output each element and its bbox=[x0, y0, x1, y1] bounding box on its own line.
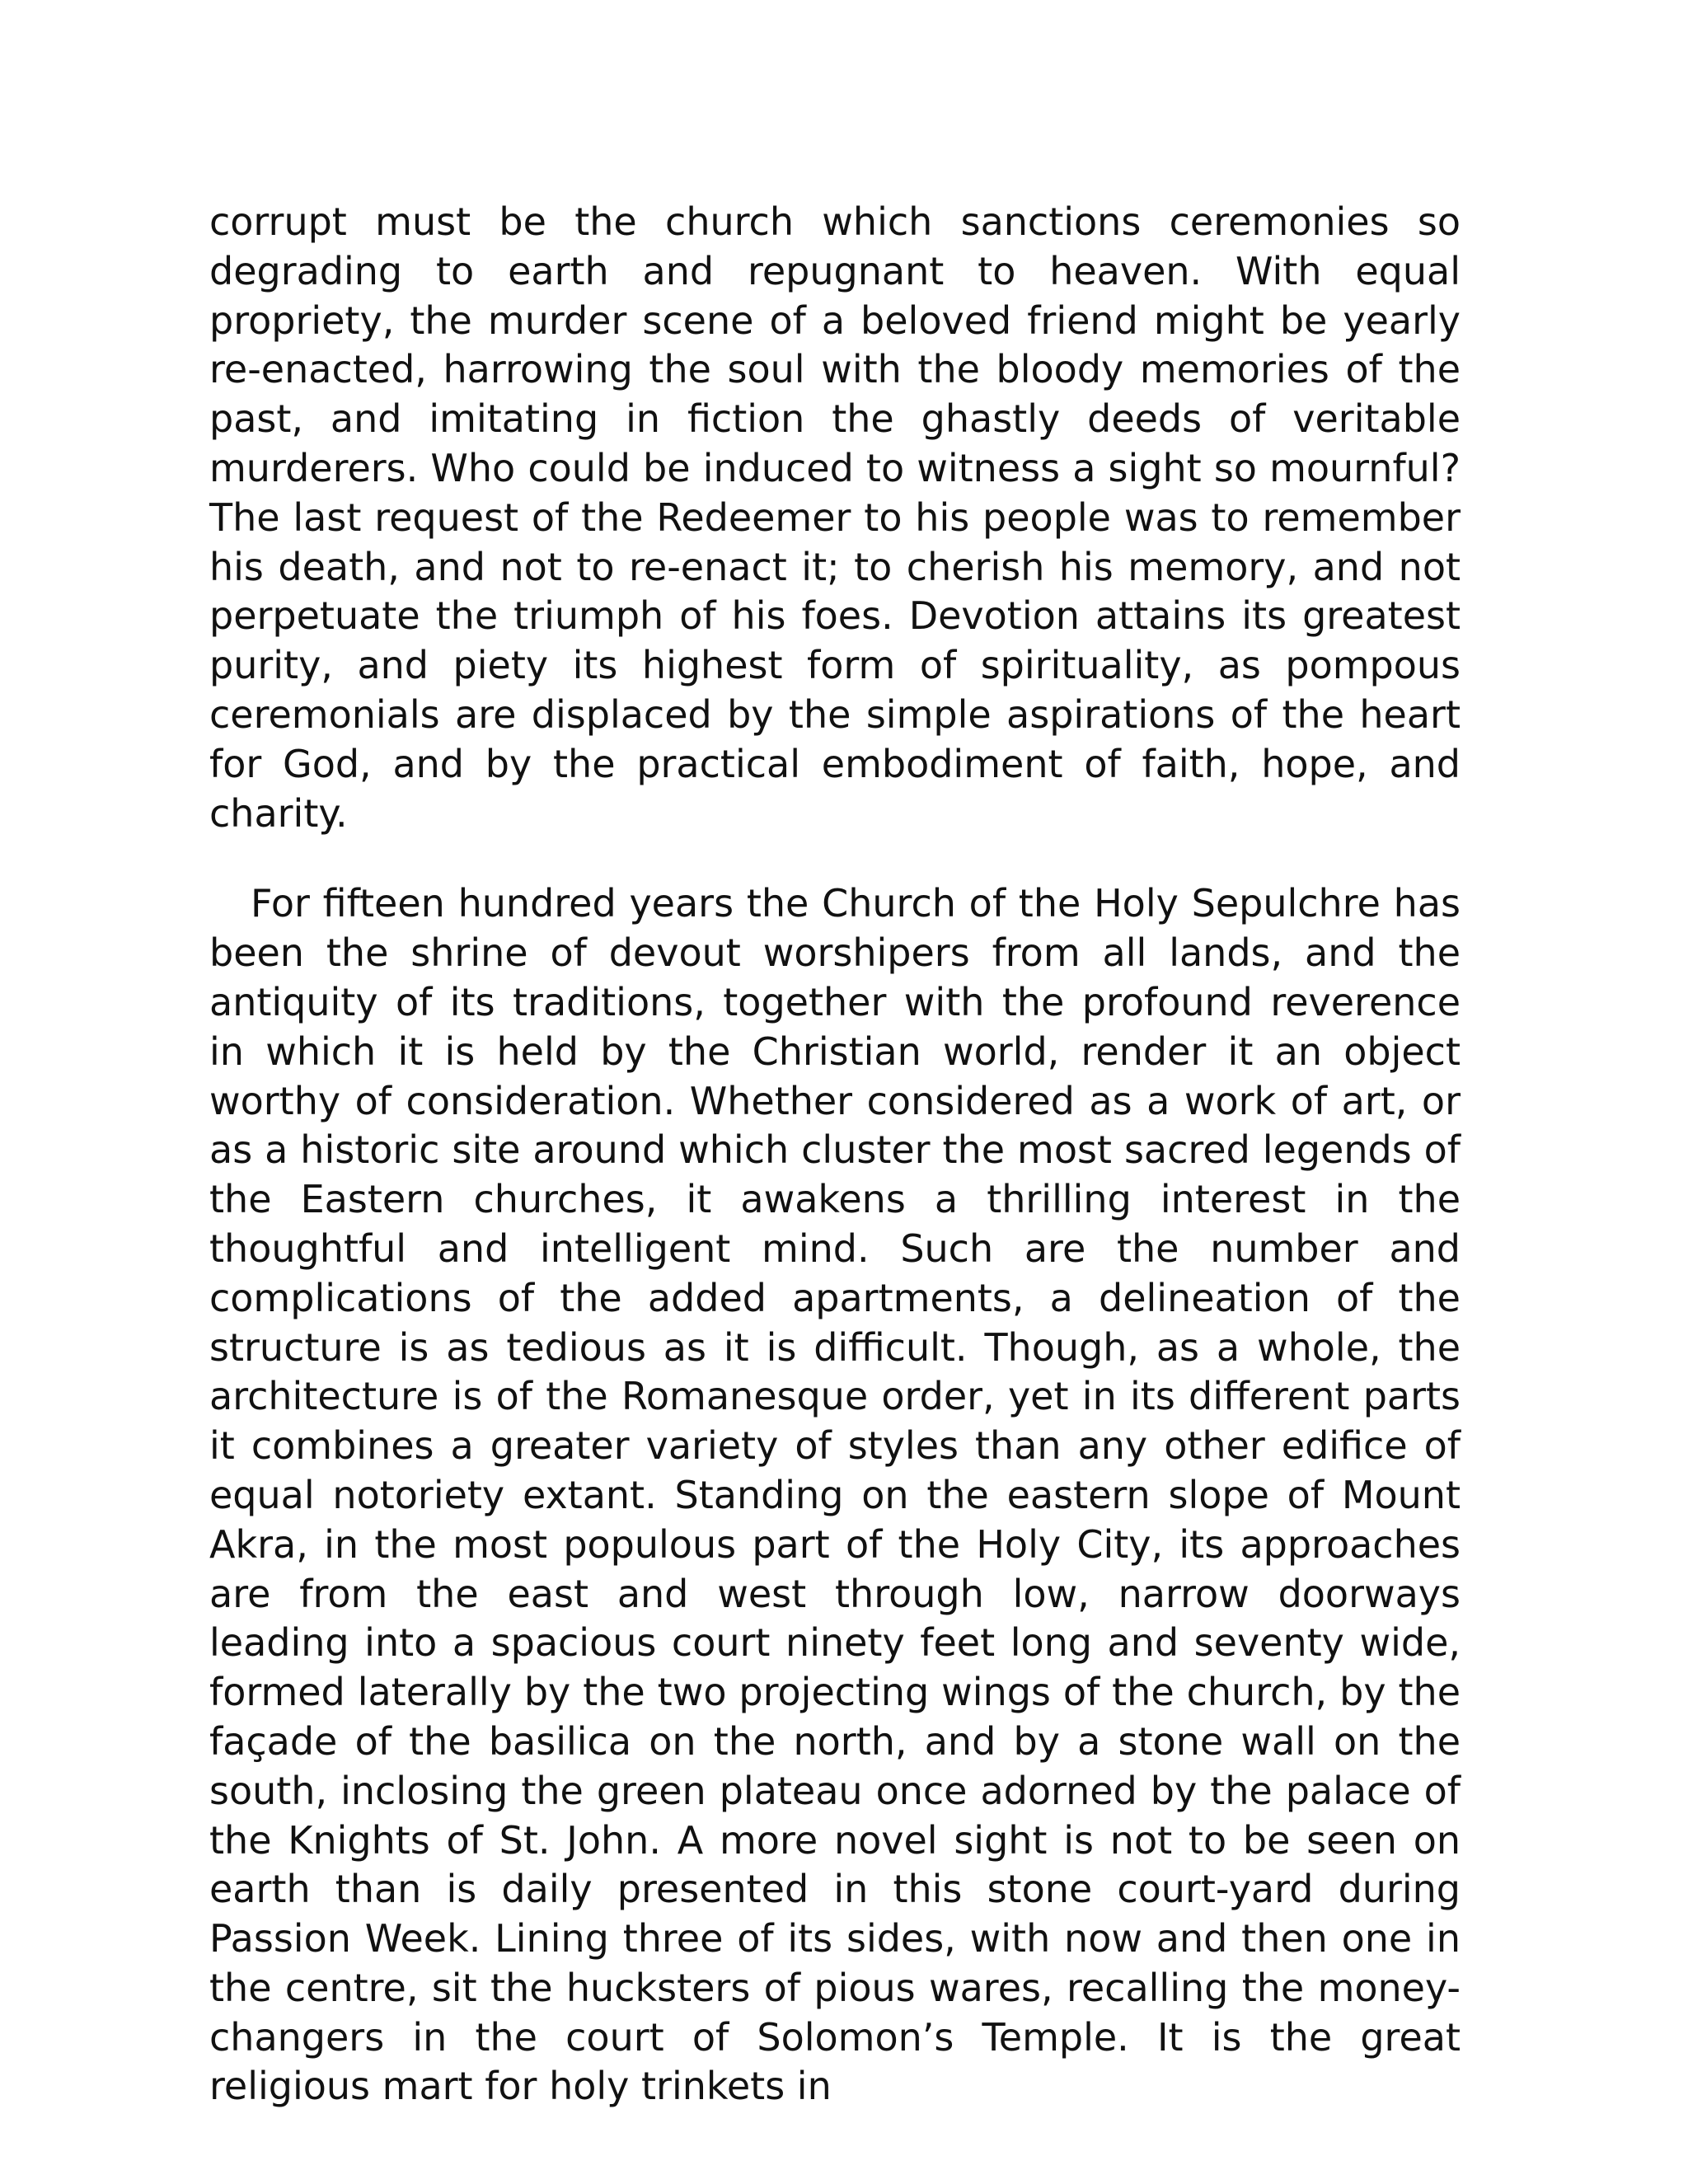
body-text bbox=[209, 198, 1461, 2111]
paragraph-2: For fifteen hundred years the Church of the Holy Sepulchre has been the shrine of devout worshipers from all lands, and the antiquity of its traditions, together with the profound reverence in which it is held by the Christian world, render it an object worthy of consideration. Whether considered as a work of art, or as a historic site around which cluster the most sacred legends of the Eastern churches, it awakens a thrilling interest in the thoughtful and intelligent mind. Such are the number and complications of the added apartments, a delineation of the structure is as tedious as it is difficult. Though, as a whole, the architecture is of the Romanesque order, yet in its different parts it combines a greater variety of styles than any other edifice of equal notoriety extant. Standing on the eastern slope of Mount Akra, in the most populous part of the Holy City, its approaches are from the east and west through low, narrow doorways leading into a spacious court ninety feet long and seventy wide, formed laterally by the two projecting wings of the church, by the façade of the basilica on the north, and by a stone wall on the south, inclosing the green plateau once adorned by the palace of the Knights of St. John. A more novel sight is not to be seen on earth than is daily presented in this stone court-yard during Passion Week. Lining three of its sides, with now and then one in the centre, sit the hucksters of pious wares, recalling the money-changers in the court of Solomon’s Temple. It is the great religious mart for holy trinkets in bbox=[209, 881, 1461, 2109]
paragraph-1: corrupt must be the church which sanctions ceremonies so degrading to earth and repugnant to heaven. With equal propriety, the murder scene of a beloved friend might be yearly re-enacted, harrowing the soul with the bloody memories of the past, and imitating in fiction the ghastly deeds of veritable murderers. Who could be induced to witness a sight so mournful? The last request of the Redeemer to his people was to remember his death, and not to re-enact it; to cherish his memory, and not perpetuate the triumph of his foes. Devotion attains its greatest purity, and piety its highest form of spirituality, as pompous ceremonials are displaced by the simple aspirations of the heart for God, and by the practical embodiment of faith, hope, and charity. bbox=[209, 199, 1461, 836]
